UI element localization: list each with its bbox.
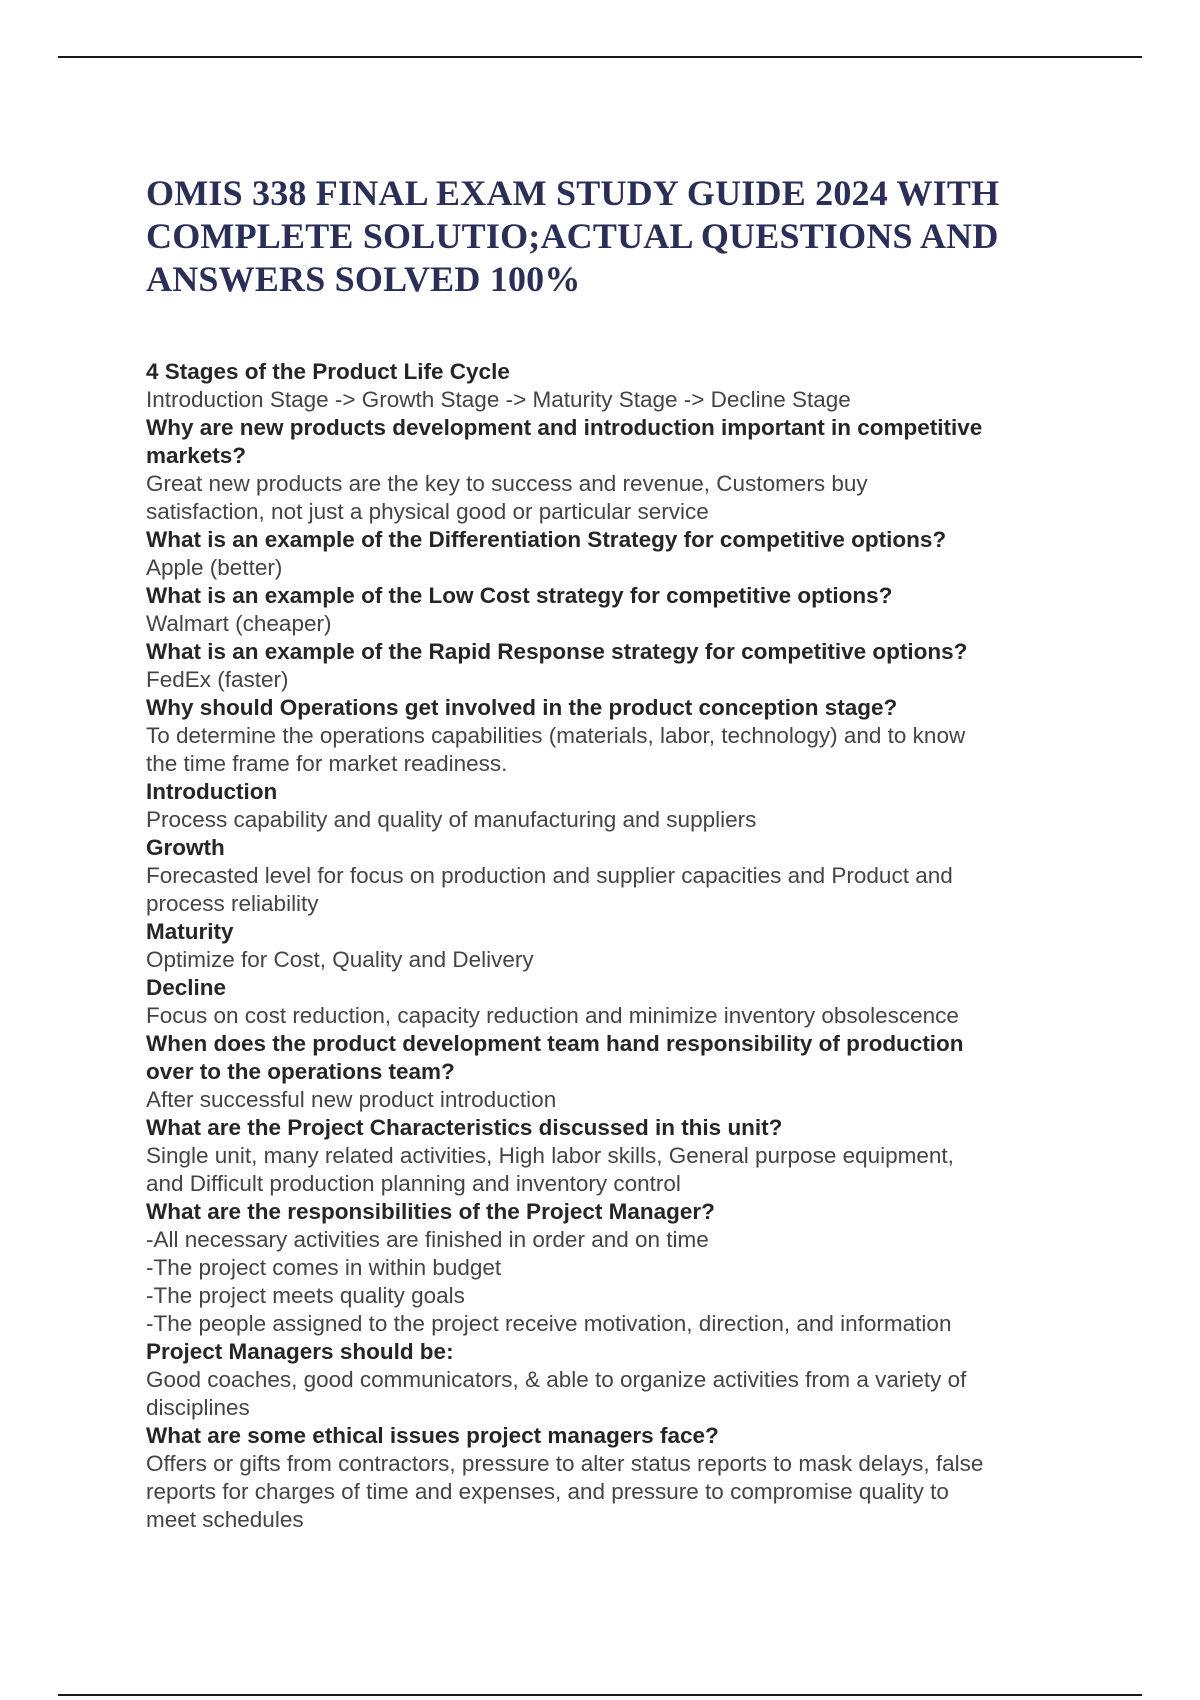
qa-entry xyxy=(146,414,1066,526)
question-line: What is an example of the Differentiation Strategy for competitive options? xyxy=(146,527,947,552)
title-line: COMPLETE SOLUTIO;ACTUAL QUESTIONS AND xyxy=(146,216,999,256)
qa-entry xyxy=(146,1030,1066,1114)
answer-line: meet schedules xyxy=(146,1507,304,1532)
answer xyxy=(146,610,1066,638)
question-line: over to the operations team? xyxy=(146,1059,455,1084)
question xyxy=(146,778,1066,806)
question xyxy=(146,834,1066,862)
question xyxy=(146,1338,1066,1366)
answer xyxy=(146,1142,1066,1198)
qa-entry xyxy=(146,694,1066,778)
question xyxy=(146,1030,1066,1086)
question-line: When does the product development team hand responsibility of production xyxy=(146,1031,964,1056)
question-line: What is an example of the Rapid Response strategy for competitive options? xyxy=(146,639,968,664)
answer xyxy=(146,862,1066,918)
answer-line: Single unit, many related activities, High labor skills, General purpose equipment, xyxy=(146,1143,954,1168)
qa-entry xyxy=(146,834,1066,918)
answer xyxy=(146,554,1066,582)
question-line: Growth xyxy=(146,835,225,860)
answer-line: Process capability and quality of manufacturing and suppliers xyxy=(146,807,757,832)
answer-line: Apple (better) xyxy=(146,555,283,580)
bottom-rule xyxy=(58,1694,1142,1696)
question-line: What are the Project Characteristics discussed in this unit? xyxy=(146,1115,783,1140)
answer-line: reports for charges of time and expenses, and pressure to compromise quality to xyxy=(146,1479,949,1504)
answer xyxy=(146,1002,1066,1030)
question-line: 4 Stages of the Product Life Cycle xyxy=(146,359,510,384)
question xyxy=(146,638,1066,666)
qa-entry xyxy=(146,974,1066,1030)
qa-entry xyxy=(146,1422,1066,1534)
question xyxy=(146,1114,1066,1142)
answer-line: the time frame for market readiness. xyxy=(146,751,508,776)
question-line: markets? xyxy=(146,443,247,468)
question xyxy=(146,1422,1066,1450)
answer-line: After successful new product introduction xyxy=(146,1087,557,1112)
answer xyxy=(146,946,1066,974)
qa-list xyxy=(146,358,1066,1534)
qa-entry xyxy=(146,1338,1066,1422)
qa-entry xyxy=(146,1198,1066,1338)
answer xyxy=(146,1226,1066,1338)
answer-line: Focus on cost reduction, capacity reduction and minimize inventory obsolescence xyxy=(146,1003,959,1028)
question-line: Introduction xyxy=(146,779,278,804)
question-line: What are some ethical issues project managers face? xyxy=(146,1423,719,1448)
title-line: OMIS 338 FINAL EXAM STUDY GUIDE 2024 WITH xyxy=(146,173,1000,213)
answer xyxy=(146,386,1066,414)
answer-line: Optimize for Cost, Quality and Delivery xyxy=(146,947,534,972)
answer-line: Forecasted level for focus on production and supplier capacities and Product and xyxy=(146,863,953,888)
answer-line: Introduction Stage -> Growth Stage -> Maturity Stage -> Decline Stage xyxy=(146,387,851,412)
question xyxy=(146,526,1066,554)
answer-line: and Difficult production planning and inventory control xyxy=(146,1171,681,1196)
question-line: Maturity xyxy=(146,919,234,944)
question xyxy=(146,1198,1066,1226)
answer xyxy=(146,1086,1066,1114)
answer-line: FedEx (faster) xyxy=(146,667,289,692)
qa-entry xyxy=(146,918,1066,974)
qa-entry xyxy=(146,638,1066,694)
answer xyxy=(146,666,1066,694)
question-line: Decline xyxy=(146,975,227,1000)
question-line: Why are new products development and introduction important in competitive xyxy=(146,415,983,440)
answer-line: satisfaction, not just a physical good or particular service xyxy=(146,499,709,524)
answer-line: Good coaches, good communicators, & able to organize activities from a variety of xyxy=(146,1367,967,1392)
answer xyxy=(146,722,1066,778)
answer xyxy=(146,470,1066,526)
answer-line: -All necessary activities are finished in order and on time xyxy=(146,1227,709,1252)
qa-entry xyxy=(146,526,1066,582)
title-line: ANSWERS SOLVED 100% xyxy=(146,259,581,299)
qa-entry xyxy=(146,358,1066,414)
answer-line: Great new products are the key to success and revenue, Customers buy xyxy=(146,471,868,496)
question xyxy=(146,582,1066,610)
answer-line: Walmart (cheaper) xyxy=(146,611,332,636)
answer xyxy=(146,1366,1066,1422)
qa-entry xyxy=(146,1114,1066,1198)
answer-line: disciplines xyxy=(146,1395,250,1420)
answer-line: -The project meets quality goals xyxy=(146,1283,465,1308)
top-rule xyxy=(58,56,1142,58)
question-line: What are the responsibilities of the Project Manager? xyxy=(146,1199,715,1224)
answer-line: -The people assigned to the project receive motivation, direction, and information xyxy=(146,1311,952,1336)
answer xyxy=(146,806,1066,834)
answer-line: To determine the operations capabilities (materials, labor, technology) and to know xyxy=(146,723,966,748)
answer xyxy=(146,1450,1066,1534)
question xyxy=(146,414,1066,470)
question xyxy=(146,974,1066,1002)
question xyxy=(146,358,1066,386)
question-line: Why should Operations get involved in the product conception stage? xyxy=(146,695,898,720)
document-title xyxy=(146,172,1056,301)
question-line: What is an example of the Low Cost strategy for competitive options? xyxy=(146,583,893,608)
question-line: Project Managers should be: xyxy=(146,1339,454,1364)
question xyxy=(146,694,1066,722)
qa-entry xyxy=(146,778,1066,834)
answer-line: Offers or gifts from contractors, pressure to alter status reports to mask delays, false xyxy=(146,1451,984,1476)
question xyxy=(146,918,1066,946)
answer-line: -The project comes in within budget xyxy=(146,1255,502,1280)
answer-line: process reliability xyxy=(146,891,319,916)
qa-entry xyxy=(146,582,1066,638)
